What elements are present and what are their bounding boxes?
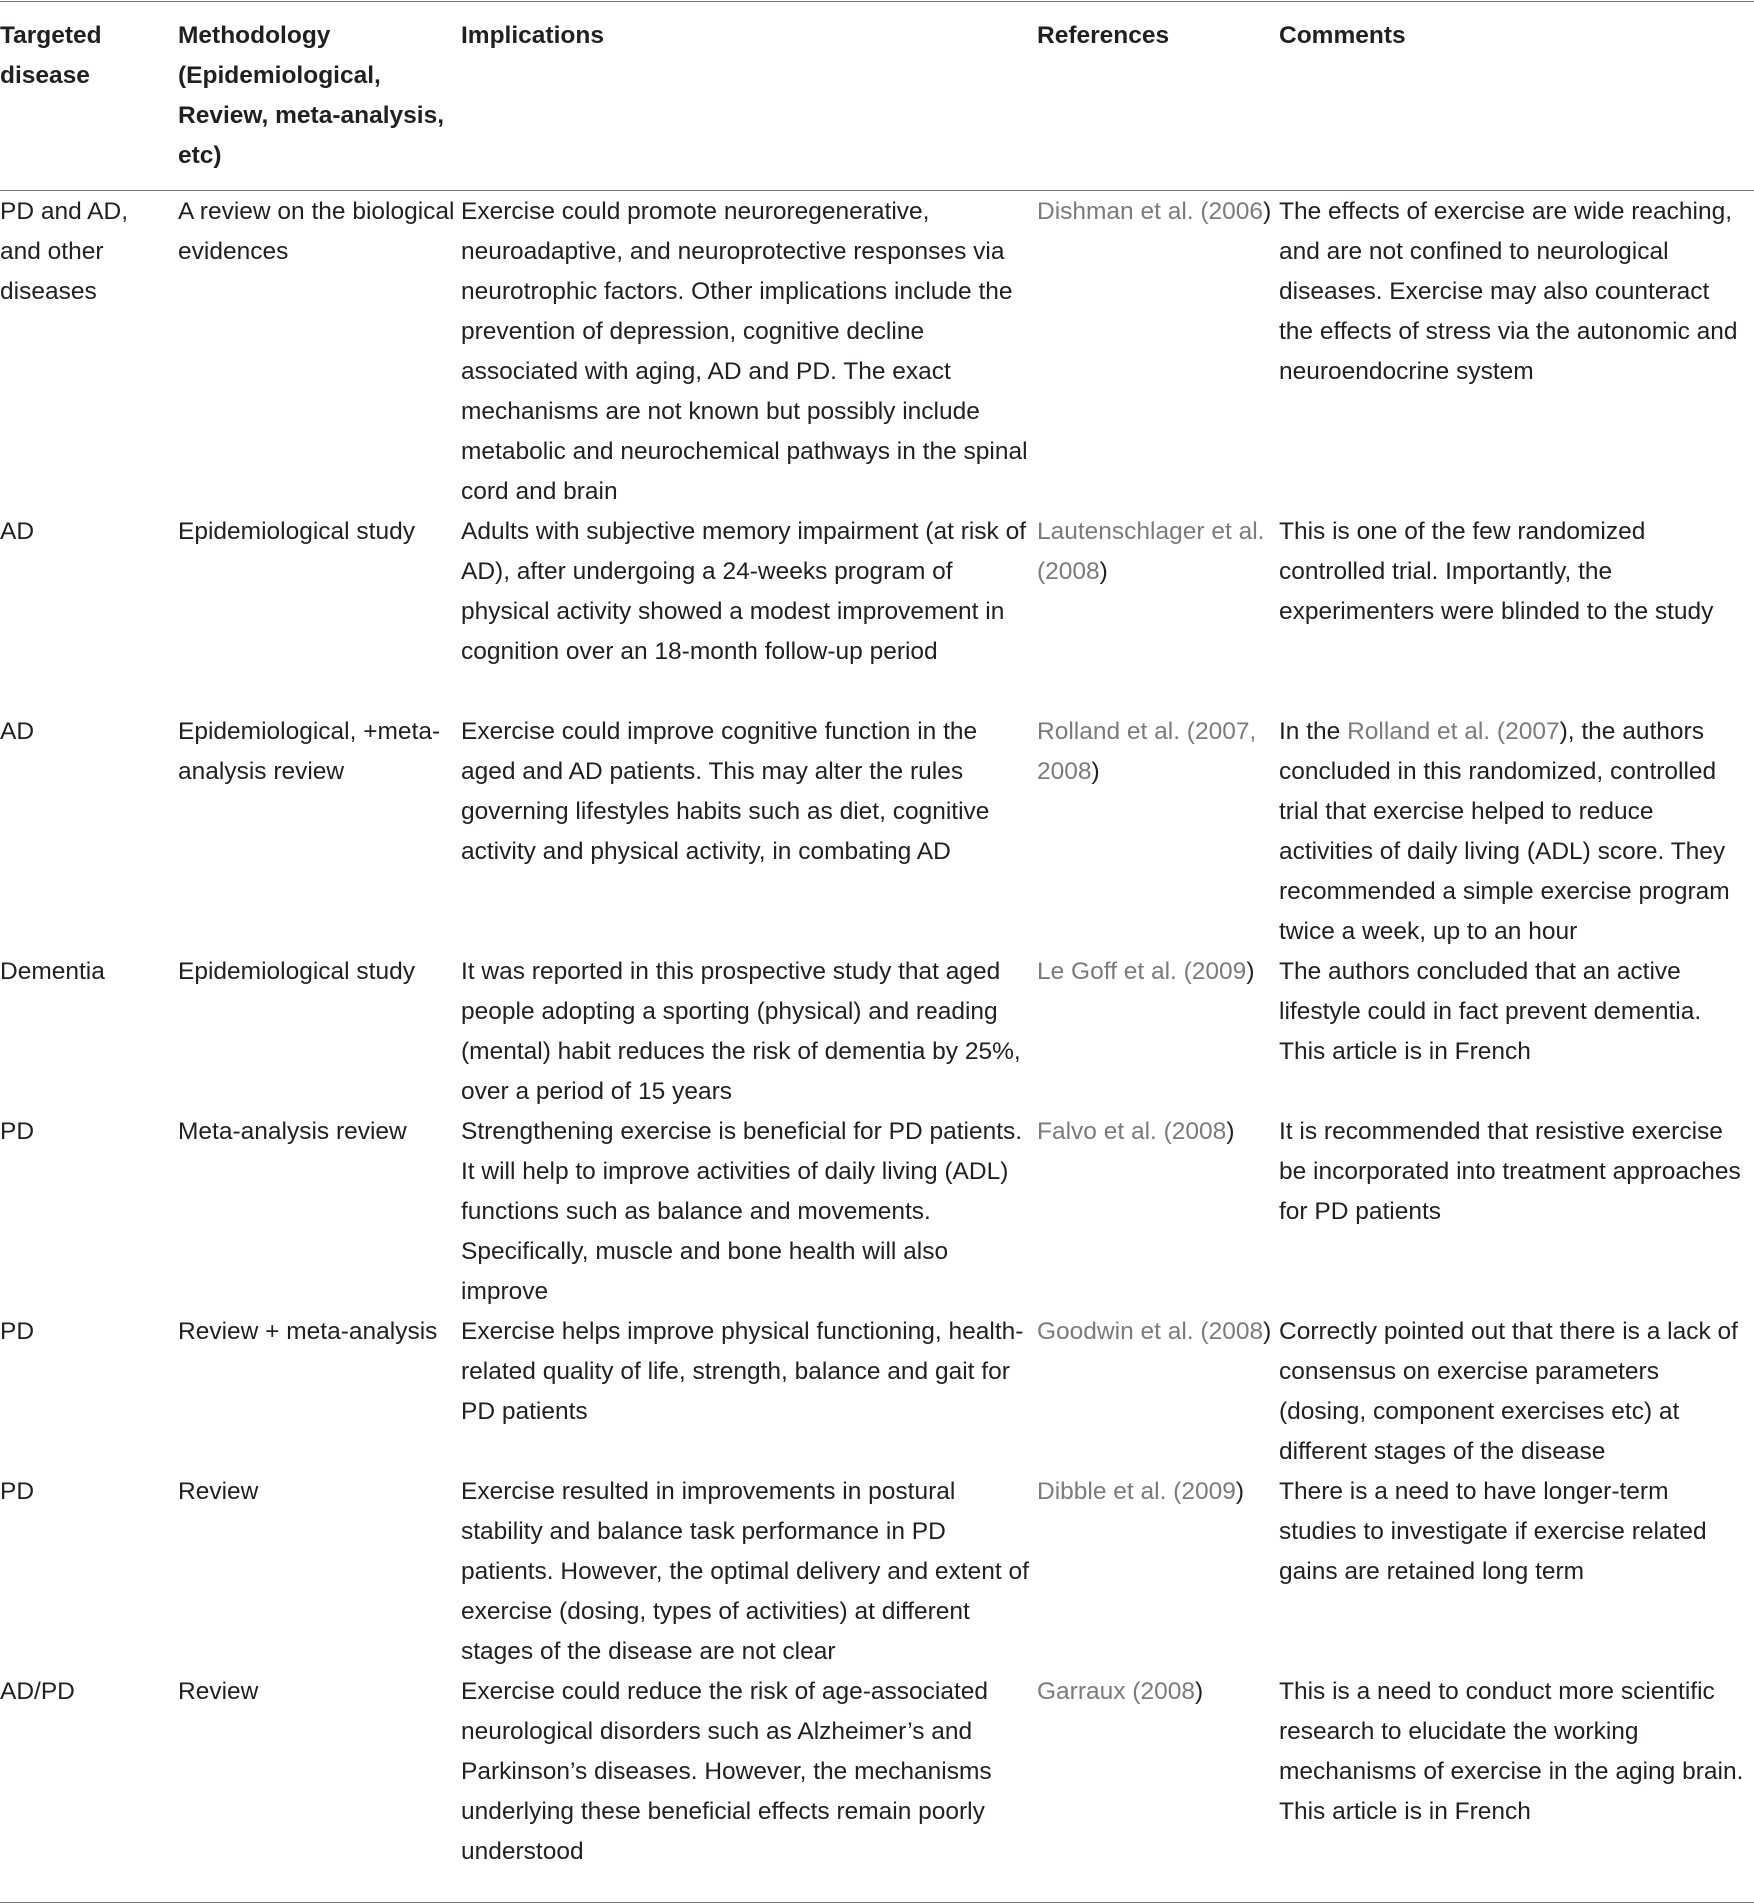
- table-row: [0, 952, 1754, 1112]
- cell-disease: PD and AD, and other diseases: [0, 198, 129, 305]
- cell-implications: It was reported in this prospective study that aged people adopting a sporting (physical) and reading (mental) habit reduces the risk of dementia by 25%, over a period of 15 years: [461, 958, 1021, 1105]
- table-row: [0, 192, 1754, 512]
- table-row: [0, 1672, 1754, 1872]
- cell-implications: Adults with subjective memory impairment (at risk of AD), after undergoing a 24-weeks program of physical activity showed a modest improvement in cognition over an 18-month follow-up period: [461, 518, 1027, 665]
- reference-link[interactable]: Rolland et al. (2007, 2008: [1037, 718, 1257, 785]
- cell-reference: [1037, 712, 1279, 952]
- cell-comment: Correctly pointed out that there is a lack of consensus on exercise parameters (dosing, component exercises etc) at different stages of the disease: [1279, 1318, 1738, 1465]
- cell-comment: [1279, 712, 1754, 952]
- cell-reference: [1037, 1312, 1279, 1472]
- cell-methodology: Epidemiological study: [178, 518, 415, 545]
- cell-disease: PD: [0, 1118, 35, 1145]
- table-row: [0, 712, 1754, 952]
- header-references: References: [1037, 22, 1170, 49]
- cell-disease: Dementia: [0, 958, 105, 985]
- reference-close: ): [1099, 558, 1108, 585]
- comment-prefix: In the: [1279, 718, 1348, 745]
- reference-close: ): [1226, 1118, 1235, 1145]
- cell-methodology: Review: [178, 1478, 259, 1505]
- header-methodology: Methodology (Epidemiological, Review, meta-analysis, etc): [178, 22, 445, 169]
- cell-disease: PD: [0, 1318, 35, 1345]
- cell-reference: [1037, 1472, 1279, 1672]
- cell-reference: [1037, 1672, 1279, 1872]
- reference-link[interactable]: Goodwin et al. (2008: [1037, 1318, 1264, 1345]
- header-comments: Comments: [1279, 22, 1406, 49]
- cell-reference: [1037, 1112, 1279, 1312]
- table-row: [0, 1112, 1754, 1312]
- cell-disease: AD: [0, 718, 35, 745]
- header-implications: Implications: [461, 22, 604, 49]
- cell-implications: Exercise could reduce the risk of age-associated neurological disorders such as Alzheimer’s and Parkinson’s diseases. However, the mechanisms underlying these beneficial effects remain poorly understood: [461, 1678, 992, 1865]
- cell-implications: Exercise resulted in improvements in postural stability and balance task performance in PD patients. However, the optimal delivery and extent of exercise (dosing, types of activities) at different stages of the disease are not clear: [461, 1478, 1029, 1665]
- cell-implications: Exercise could promote neuroregenerative, neuroadaptive, and neuroprotective responses via neurotrophic factors. Other implications include the prevention of depression, cognitive decline associated with aging, AD and PD. The exact mechanisms are not known but possibly include metabolic and neurochemical pathways in the spinal cord and brain: [461, 198, 1028, 505]
- cell-comment: This is one of the few randomized controlled trial. Importantly, the experimenters were blinded to the study: [1279, 518, 1714, 625]
- studies-table: [0, 16, 1754, 1872]
- cell-reference: [1037, 512, 1279, 712]
- reference-link[interactable]: Lautenschlager et al. (2008: [1037, 518, 1265, 585]
- cell-implications: Exercise could improve cognitive function in the aged and AD patients. This may alter the rules governing lifestyles habits such as diet, cognitive activity and physical activity, in combating AD: [461, 718, 990, 865]
- reference-link[interactable]: Garraux (2008: [1037, 1678, 1195, 1705]
- cell-comment: It is recommended that resistive exercise be incorporated into treatment approaches for PD patients: [1279, 1118, 1741, 1225]
- cell-methodology: Epidemiological, +meta-analysis review: [178, 718, 441, 785]
- comment-reference-link[interactable]: Rolland et al. (2007: [1347, 718, 1560, 745]
- header-targeted-disease: Targeted disease: [0, 22, 102, 89]
- cell-methodology: Review + meta-analysis: [178, 1318, 438, 1345]
- cell-comment: This is a need to conduct more scientific research to elucidate the working mechanisms of exercise in the aging brain. This article is in French: [1279, 1678, 1744, 1825]
- cell-methodology: Review: [178, 1678, 259, 1705]
- cell-methodology: Epidemiological study: [178, 958, 415, 985]
- reference-close: ): [1263, 1318, 1272, 1345]
- table-row: [0, 1312, 1754, 1472]
- cell-comment: The authors concluded that an active lifestyle could in fact prevent dementia. This article is in French: [1279, 958, 1702, 1065]
- reference-close: ): [1091, 758, 1100, 785]
- cell-disease: AD/PD: [0, 1678, 75, 1705]
- cell-methodology: Meta-analysis review: [178, 1118, 407, 1145]
- reference-close: ): [1235, 1478, 1245, 1505]
- cell-disease: AD: [0, 518, 35, 545]
- reference-link[interactable]: Dishman et al. (2006: [1037, 198, 1264, 225]
- cell-comment: The effects of exercise are wide reaching, and are not confined to neurological diseases. Exercise may also counteract the effects of stress via the autonomic and neuroendocrine system: [1279, 198, 1738, 385]
- reference-close: ): [1194, 1678, 1204, 1705]
- top-rule: [0, 1, 1754, 2]
- reference-close: ): [1263, 198, 1272, 225]
- cell-implications: Exercise helps improve physical functioning, health-related quality of life, strength, balance and gait for PD patients: [461, 1318, 1024, 1425]
- cell-reference: [1037, 952, 1279, 1112]
- reference-link[interactable]: Le Goff et al. (2009: [1037, 958, 1247, 985]
- table-header-row: [0, 16, 1754, 192]
- cell-methodology: A review on the biological evidences: [178, 198, 455, 265]
- cell-implications: Strengthening exercise is beneficial for PD patients. It will help to improve activities of daily living (ADL) functions such as balance and movements. Specifically, muscle and bone health will also improve: [461, 1118, 1023, 1305]
- comment-suffix: ), the authors concluded in this randomized, controlled trial that exercise helped to reduce activities of daily living (ADL) score. They recommended a simple exercise program twice a week, up to an hour: [1279, 718, 1730, 945]
- table-row: [0, 512, 1754, 712]
- cell-reference: [1037, 192, 1279, 512]
- cell-disease: PD: [0, 1478, 35, 1505]
- reference-link[interactable]: Dibble et al. (2009: [1037, 1478, 1236, 1505]
- reference-link[interactable]: Falvo et al. (2008: [1037, 1118, 1227, 1145]
- cell-comment: There is a need to have longer-term studies to investigate if exercise related gains are retained long term: [1279, 1478, 1707, 1585]
- table-row: [0, 1472, 1754, 1672]
- bottom-rule: [0, 1902, 1754, 1903]
- reference-close: ): [1246, 958, 1255, 985]
